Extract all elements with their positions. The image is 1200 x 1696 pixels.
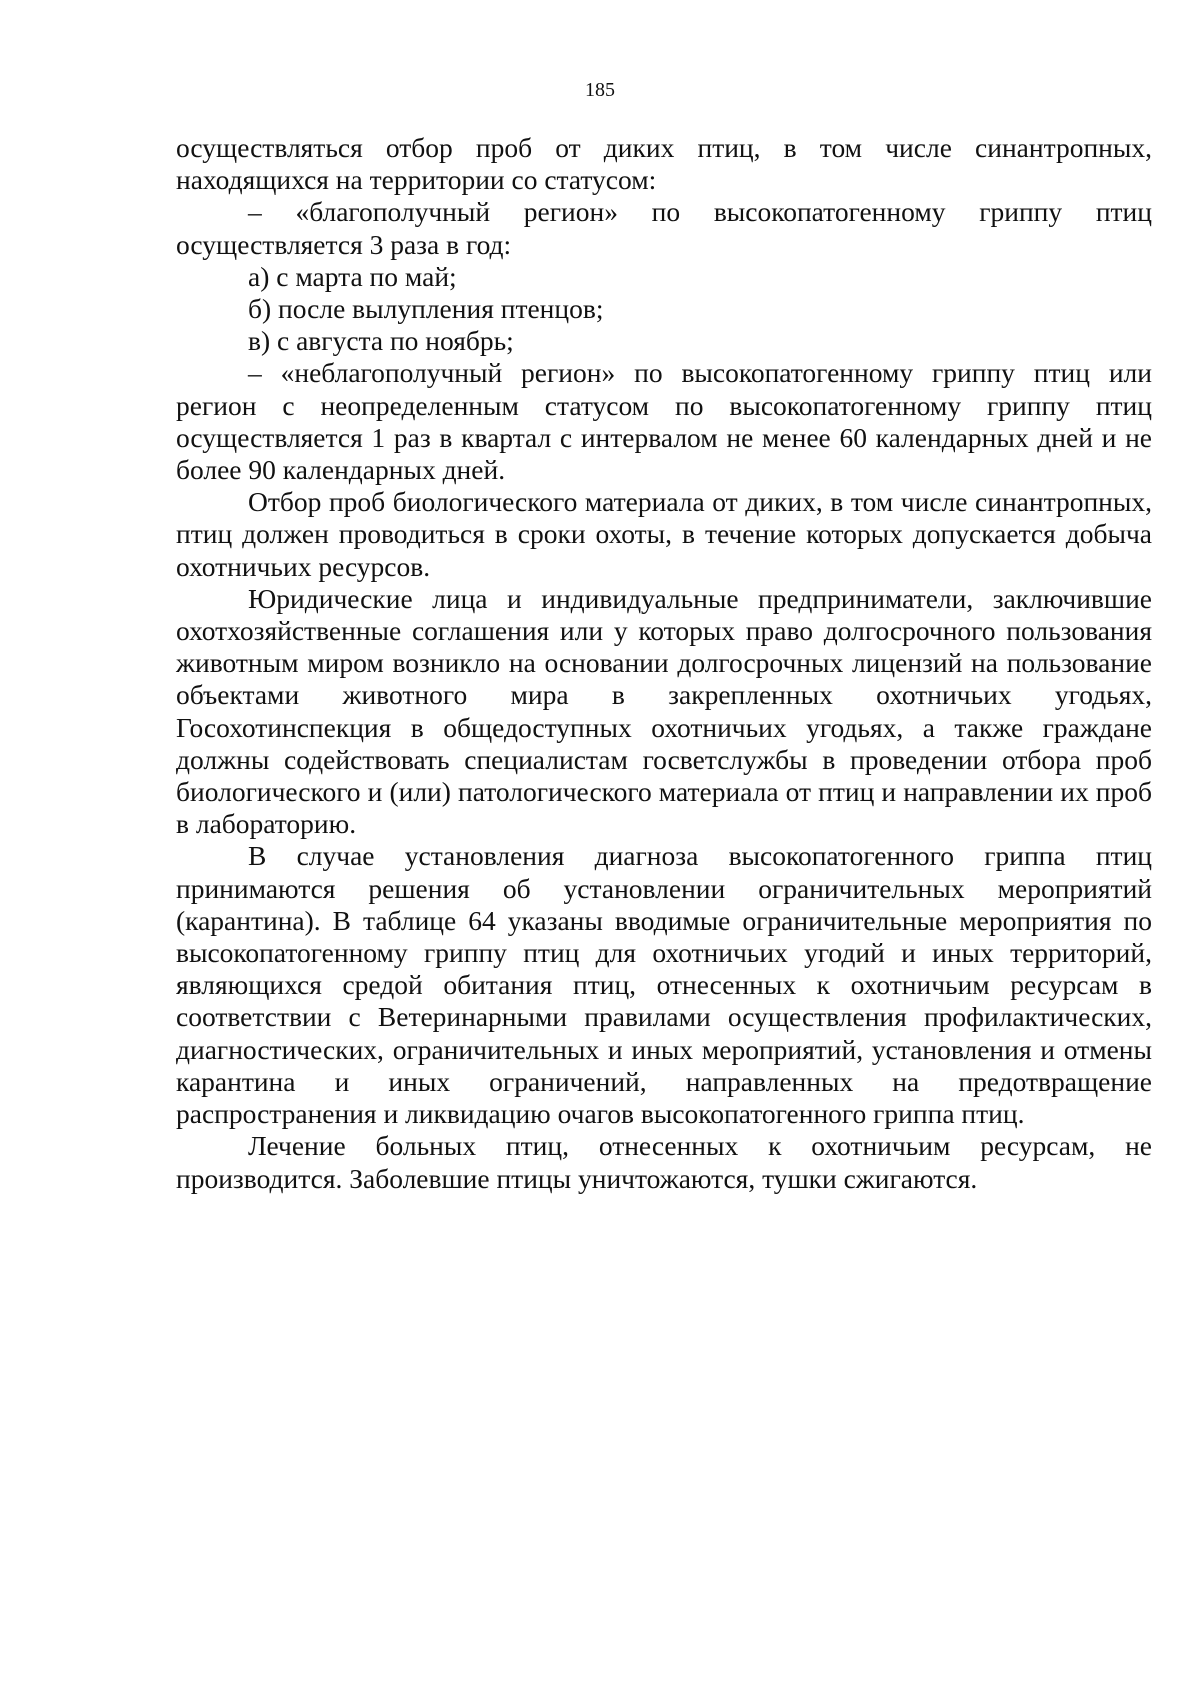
- paragraph-treatment: Лечение больных птиц, отнесенных к охотничьим ресурсам, не производится. Заболевшие птицы уничтожаются, тушки сжигаются.: [176, 1130, 1152, 1194]
- paragraph-continuation: осуществляться отбор проб от диких птиц, в том числе синантропных, находящихся на территории со статусом:: [176, 132, 1152, 196]
- list-item-b: б) после вылупления птенцов;: [248, 293, 604, 325]
- list-item-a: а) с марта по май;: [248, 260, 457, 292]
- paragraph-quarantine: В случае установления диагноза высокопатогенного гриппа птиц принимаются решения об установлении ограничительных мероприятий (карантина). В таблице 64 указаны вводимые ограничительные мероприятия по высокопатогенному гриппу птиц для охотничьих угодий и иных территорий, являющихся средой обитания птиц, отнесенных к охотничьим ресурсам в соответствии с Ветеринарными правилами осуществления профилактических, диагностических, ограничительных и иных мероприятий, установления и отмены карантина и иных ограничений, направленных на предотвращение распространения и ликвидацию очагов высокопатогенного гриппа птиц.: [176, 840, 1152, 1130]
- paragraph-unfavorable-region: – «неблагополучный регион» по высокопатогенному гриппу птиц или регион с неопределенным статусом по высокопатогенному гриппу птиц осуществляется 1 раз в квартал с интервалом не менее 60 календарных дней и не более 90 календарных дней.: [176, 357, 1152, 486]
- list-item-c: в) с августа по ноябрь;: [248, 325, 514, 357]
- document-body: [176, 132, 1152, 1195]
- page-number: 185: [585, 79, 615, 101]
- paragraph-favorable-region: – «благополучный регион» по высокопатогенному гриппу птиц осуществляется 3 раза в год:: [176, 196, 1152, 260]
- paragraph-legal-entities: Юридические лица и индивидуальные предприниматели, заключившие охотхозяйственные соглашения или у которых право долгосрочного пользования животным миром возникло на основании долгосрочных лицензий на пользование объектами животного мира в закрепленных охотничьих угодьях, Госохотинспекция в общедоступных охотничьих угодьях, а также граждане должны содействовать специалистам госветслужбы в проведении отбора проб биологического и (или) патологического материала от птиц и направлении их проб в лабораторию.: [176, 582, 1152, 840]
- paragraph-sampling-timing: Отбор проб биологического материала от диких, в том числе синантропных, птиц должен проводиться в сроки охоты, в течение которых допускается добыча охотничьих ресурсов.: [176, 486, 1152, 582]
